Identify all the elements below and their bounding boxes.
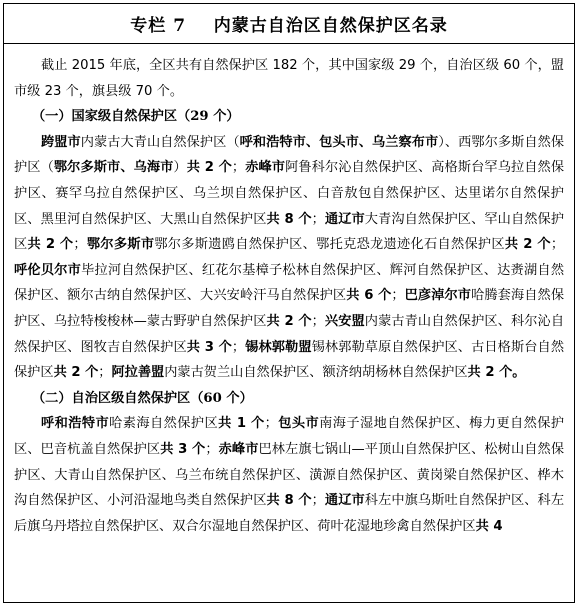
bold-text-run: 共 2 个: [186, 160, 232, 176]
text-run: 大青沟自然保护区、罕山自然保护区: [14, 211, 565, 253]
bold-text-run: 呼和浩特市、包头市、乌兰察布市: [239, 134, 439, 150]
bold-text-run: 通辽市: [324, 493, 365, 509]
intro-paragraph: 截止 2015 年底，全区共有自然保护区 182 个，其中国家级 29 个，自治区级 60 个，盟市级 23 个，旗县级 70 个。: [14, 58, 564, 99]
bold-text-run: 巴彦淖尔市: [404, 288, 472, 304]
text-run: 毕拉河自然保护区、红花尔基樟子松林自然保护区、辉河自然保护区、达赉湖自然保护区、额尔古纳自然保护区、大兴安岭汗马自然保护区: [14, 262, 565, 304]
text-run: 内蒙古贺兰山自然保护区、额济纳胡杨林自然保护区: [164, 365, 468, 381]
text-run: 内蒙古大青山自然保护区（: [80, 134, 240, 150]
text-run: ；: [98, 365, 112, 381]
text-run: ）、西鄂尔多斯自然保护区（: [14, 134, 565, 176]
text-run: ）: [173, 160, 187, 176]
bold-text-run: 锡林郭勒盟: [245, 339, 312, 355]
column-title: 专栏 7 内蒙古自治区自然保护区名录: [130, 16, 448, 36]
text-run: 阿鲁科尔沁自然保护区、高格斯台罕乌拉自然保护区、赛罕乌拉自然保护区、乌兰坝自然保护区、白音敖包自然保护区、达里诺尔自然保护区、黑里河自然保护区、大黑山自然保护区: [14, 160, 565, 227]
text-run: ；: [205, 441, 219, 457]
bold-text-run: 鄂尔多斯市: [86, 237, 155, 253]
text-run: ；: [264, 416, 278, 432]
bold-text-run: 呼伦贝尔市: [14, 262, 82, 278]
text-run: 哈腾套海自然保护区、乌拉特梭梭林—蒙古野驴自然保护区: [14, 288, 565, 329]
bold-text-run: 共 8 个: [266, 211, 312, 227]
bold-text-run: 共 2 个: [27, 237, 74, 253]
bold-text-run: 共 1 个: [218, 416, 265, 432]
bold-text-run: 阿拉善盟: [111, 365, 165, 381]
text-run: 南海子湿地自然保护区、梅力更自然保护区、巴音杭盖自然保护区: [14, 416, 565, 457]
text-run: 哈素海自然保护区: [109, 416, 219, 432]
bold-text-run: 共 2 个: [266, 313, 312, 329]
bold-text-run: 呼和浩特市: [41, 416, 110, 432]
section-2-paragraph: [14, 411, 564, 539]
bold-text-run: 共 3 个: [160, 441, 206, 457]
text-run: 科左中旗乌斯吐自然保护区、科左后旗乌丹塔拉自然保护区、双合尔湿地自然保护区、荷叶花湿地珍禽自然保护区: [14, 493, 565, 534]
text-run: ；: [311, 313, 325, 329]
text-run: 内蒙古青山自然保护区、科尔沁自然保护区、图牧吉自然保护区: [14, 313, 565, 355]
bold-text-run: 兴安盟: [324, 313, 365, 329]
text-run: ；: [311, 211, 325, 227]
bold-text-run: 共 4: [475, 518, 503, 534]
bold-text-run: 共 2 个: [53, 365, 99, 381]
text-run: ；: [550, 237, 565, 253]
bold-text-run: 赤峰市: [245, 160, 286, 176]
text-run: 鄂尔多斯遗鸥自然保护区、鄂托克恐龙遗迹化石自然保护区: [154, 237, 505, 253]
section-1-heading: （一）国家级自然保护区（29 个）: [32, 109, 240, 125]
bold-text-run: 赤峰市: [218, 441, 259, 457]
text-run: ；: [311, 493, 325, 509]
column-content: [4, 44, 574, 539]
bold-text-run: 鄂尔多斯市、乌海市: [53, 160, 174, 176]
section-2-heading: （二）自治区级自然保护区（60 个）: [32, 390, 253, 406]
text-run: 锡林郭勒草原自然保护区、古日格斯台自然保护区: [14, 339, 565, 381]
bold-text-run: 包头市: [277, 416, 320, 432]
bold-text-run: 共 6 个: [346, 288, 392, 304]
text-run: ；: [73, 237, 87, 253]
bold-text-run: 共 2 个: [504, 237, 551, 253]
text-run: ；: [391, 288, 405, 304]
bold-text-run: 共 8 个: [266, 493, 312, 509]
text-run: ；: [231, 339, 246, 355]
bold-text-run: 共 2 个。: [467, 365, 526, 381]
title-bar: [4, 4, 574, 44]
text-run: ；: [231, 160, 246, 176]
bold-text-run: 跨盟市: [41, 134, 81, 150]
text-run: 巴林左旗七锅山—平顶山自然保护区、松树山自然保护区、大青山自然保护区、乌兰布统自然保护区、潢源自然保护区、黄岗梁自然保护区、桦木沟自然保护区、小河沿湿地鸟类自然保护区: [14, 441, 565, 509]
column-box: [3, 3, 575, 603]
bold-text-run: 通辽市: [324, 211, 365, 227]
bold-text-run: 共 3 个: [186, 339, 232, 355]
section-1-paragraph: [14, 130, 564, 386]
